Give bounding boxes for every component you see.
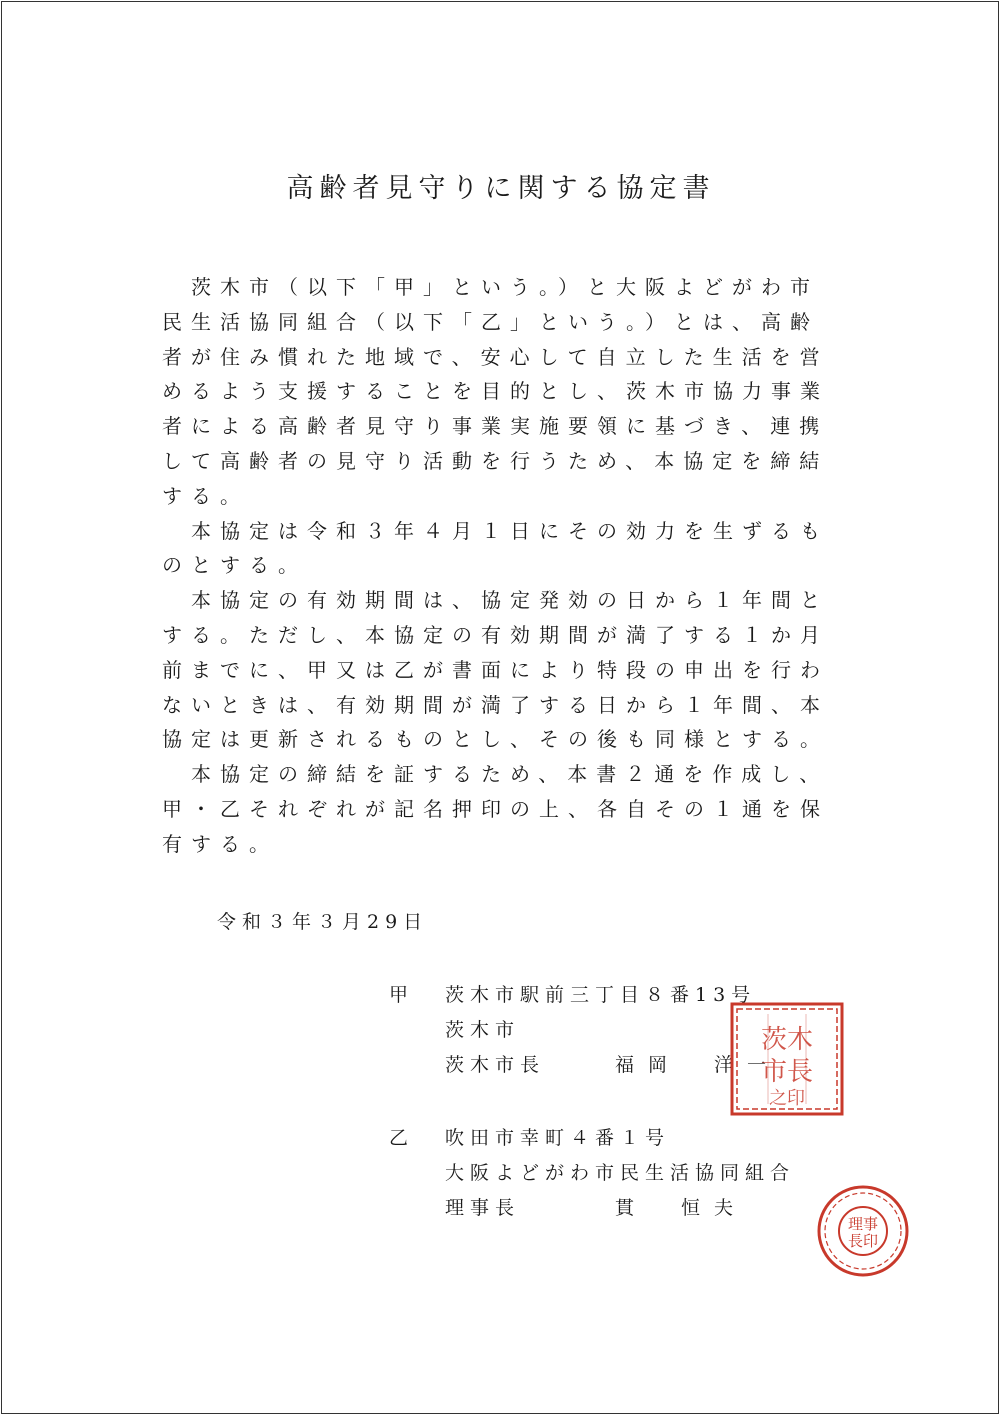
party-b-label: 乙	[389, 1127, 409, 1149]
svg-text:長印: 長印	[847, 1232, 879, 1250]
party-a-representative-name: 福岡 洋一	[615, 1054, 781, 1076]
party-a-seal-stamp	[728, 1000, 846, 1118]
party-a-role: 茨木市長	[445, 1054, 546, 1076]
party-b-address: 吹田市幸町４番１号	[445, 1127, 671, 1149]
paragraph-4: 本協定の締結を証するため、本書２通を作成し、甲・乙それぞれが記名押印の上、各自その１通を保有する。	[162, 762, 829, 856]
agreement-body	[162, 270, 842, 862]
svg-text:理事: 理事	[847, 1215, 879, 1233]
svg-text:市長: 市長	[760, 1057, 814, 1087]
party-a-address: 茨木市駅前三丁目８番13号	[445, 984, 757, 1006]
agreement-date: 令和３年３月29日	[217, 911, 429, 933]
party-b-organization: 大阪よどがわ市民生活協同組合	[445, 1162, 796, 1184]
party-b-representative-name: 貫 恒夫	[615, 1197, 748, 1219]
party-b-seal-stamp	[815, 1183, 911, 1279]
party-a-organization: 茨木市	[445, 1019, 521, 1041]
svg-text:之印: 之印	[769, 1088, 805, 1109]
paragraph-1: 茨木市（以下「甲」という。）と大阪よどがわ市民生活協同組合（以下「乙」という。）とは、高齢者が住み慣れた地域で、安心して自立した生活を営めるよう支援することを目的とし、茨木市協力事業者による高齢者見守り事業実施要領に基づき、連携して高齢者の見守り活動を行うため、本協定を締結する。	[162, 275, 829, 508]
party-a-label: 甲	[389, 984, 409, 1006]
document-title: 高齢者見守りに関する協定書	[286, 173, 716, 204]
svg-text:茨木: 茨木	[760, 1025, 814, 1055]
paragraph-2: 本協定は令和３年４月１日にその効力を生ずるものとする。	[162, 518, 829, 578]
paragraph-3: 本協定の有効期間は、協定発効の日から１年間とする。ただし、本協定の有効期間が満了する１か月前までに、甲又は乙が書面により特段の申出を行わないときは、有効期間が満了する日から１年間、本協定は更新されるものとし、その後も同様とする。	[162, 588, 829, 752]
party-b-role: 理事長	[445, 1197, 521, 1219]
